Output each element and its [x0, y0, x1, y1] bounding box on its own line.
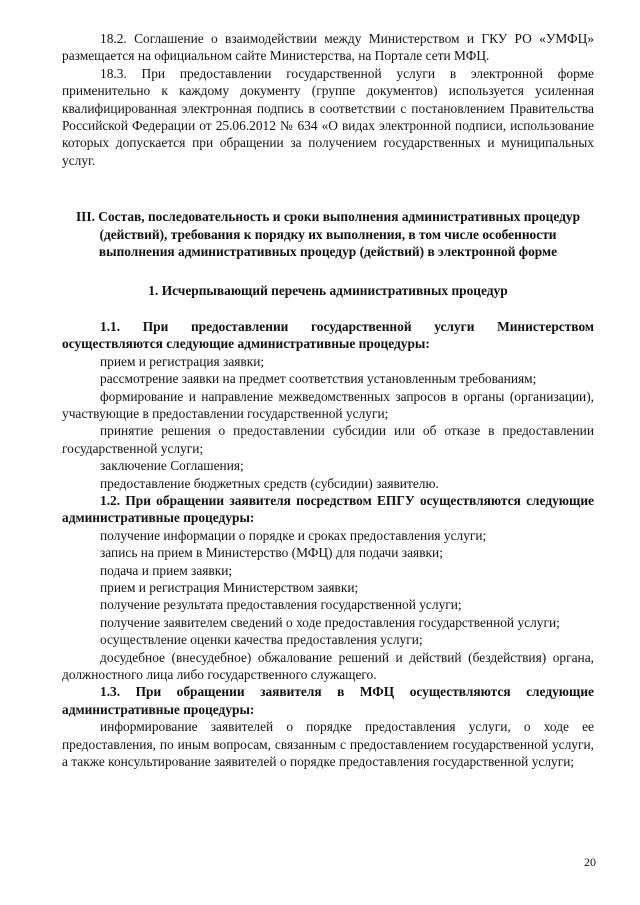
section-title: III. Состав, последовательность и сроки выполнения административных процедур (действий), требования к порядку их выполнения, в том числе особенности выполнения административных процедур (действий) в электронной форме: [75, 209, 581, 260]
list-item: досудебное (внесудебное) обжалование решений и действий (бездействия) органа, должностного лица либо государственного служащего.: [62, 649, 594, 682]
clause-1-1-heading: 1.1. При предоставлении государственной услуги Министерством осуществляются следующие административные процедуры:: [62, 318, 594, 352]
list-item: осуществление оценки качества предоставления услуги;: [100, 632, 423, 648]
paragraph-18-2: 18.2. Соглашение о взаимодействии между Министерством и ГКУ РО «УМФЦ» размещается на официальном сайте Министерства, на Портале сети МФЦ.: [62, 31, 594, 64]
page-number: 20: [584, 855, 596, 869]
list-item: информирование заявителей о порядке предоставления услуги, о ходе ее предоставления, по иным вопросам, связанным с предоставлением государственной услуги, а также консультирование заявителей о порядке предоставления государственной услуги;: [62, 719, 594, 770]
subsection-title: 1. Исчерпывающий перечень административных процедур: [148, 283, 508, 299]
clause-1-3-heading: 1.3. При обращении заявителя в МФЦ осуществляются следующие административные процедуры:: [62, 684, 594, 717]
list-item: подача и прием заявки;: [100, 562, 233, 578]
clause-1-2-heading: 1.2. При обращении заявителя посредством ЕПГУ осуществляются следующие административные процедуры:: [62, 492, 594, 526]
list-item: формирование и направление межведомственных запросов в органы (организации), участвующие в предоставлении государственной услуги;: [62, 388, 594, 421]
list-item: прием и регистрация заявки;: [100, 353, 265, 369]
list-item: предоставление бюджетных средств (субсидии) заявителю.: [100, 475, 439, 491]
list-item: рассмотрение заявки на предмет соответствия установленным требованиям;: [100, 371, 537, 387]
list-item: получение заявителем сведений о ходе предоставления государственной услуги;: [100, 614, 560, 630]
list-item: получение информации о порядке и сроках предоставления услуги;: [100, 527, 487, 543]
list-item: получение результата предоставления государственной услуги;: [100, 597, 462, 613]
list-item: принятие решения о предоставлении субсидии или об отказе в предоставлении государственной услуги;: [62, 423, 594, 456]
list-item: прием и регистрация Министерством заявки;: [100, 579, 359, 595]
paragraph-18-3: 18.3. При предоставлении государственной услуги в электронной форме применительно к каждому документу (группе документов) используется усиленная квалифицированная электронная подпись в соответствии с постановлением Правительства Российской Федерации от 25.06.2012 № 634 «О видах электронной подписи, использование которых допускается при обращении за получением государственных и муниципальных услуг.: [62, 65, 594, 168]
page-content: [62, 30, 594, 770]
list-item: заключение Соглашения;: [100, 458, 244, 474]
list-item: запись на прием в Министерство (МФЦ) для подачи заявки;: [100, 545, 443, 561]
